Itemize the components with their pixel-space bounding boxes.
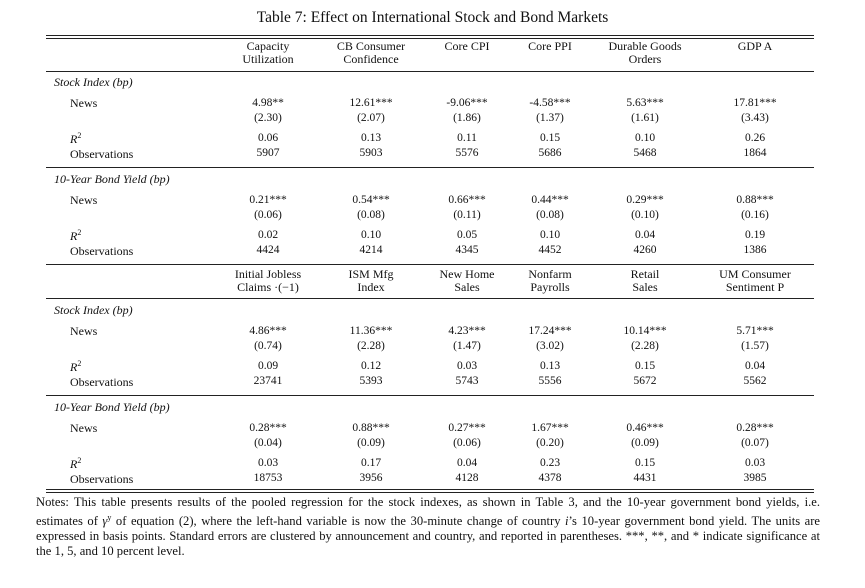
notes-text-2: of equation (2), where the left-hand variable is now the 30-minute change of country	[111, 514, 566, 529]
table-rule	[46, 167, 814, 168]
row-label-news: News	[70, 96, 98, 110]
table-cell-obs: 5686	[538, 147, 562, 159]
column-header-line1: Retail	[630, 267, 660, 281]
table-cell-obs: 5907	[256, 147, 280, 159]
table-cell-news: 1.67***	[531, 422, 569, 434]
table-cell-r2: 0.09	[257, 360, 279, 372]
table-cell-obs: 3956	[359, 472, 383, 484]
table-cell-obs: 5903	[359, 147, 383, 159]
r2-letter: R	[70, 229, 78, 243]
table-cell-obs: 4260	[633, 244, 657, 256]
row-label-news: News	[70, 193, 98, 207]
table-cell-news: 4.98**	[252, 97, 284, 109]
table-cell-r2: 0.17	[360, 457, 382, 469]
table-cell-news: 0.88***	[352, 422, 390, 434]
table-cell-r2: 0.03	[744, 457, 766, 469]
row-label-observations: Observations	[70, 375, 134, 389]
table-cell-obs: 5672	[633, 375, 657, 387]
notes-text-1: Notes: This table presents results of the pooled regression for the stock indexes, as shown in Table 3, and the 10-year government bond yields, i.e. estimates of	[36, 495, 820, 529]
table-cell-news: 0.28***	[249, 422, 287, 434]
column-header-line1: GDP A	[737, 39, 773, 53]
table-rule	[46, 492, 814, 493]
table-cell-obs: 5562	[743, 375, 767, 387]
table-rule	[46, 298, 814, 299]
row-label-observations: Observations	[70, 147, 134, 161]
table-cell-obs: 4431	[633, 472, 657, 484]
table-cell-obs: 4214	[359, 244, 383, 256]
table-cell-se: (2.07)	[357, 112, 385, 124]
table-cell-news: 4.23***	[448, 325, 486, 337]
table-cell-se: (2.28)	[631, 340, 659, 352]
r2-sup: 2	[77, 359, 82, 368]
table-cell-se: (1.57)	[741, 340, 769, 352]
table-cell-obs: 18753	[253, 472, 283, 484]
row-label-news: News	[70, 421, 98, 435]
notes-country-i: i	[565, 514, 569, 529]
table-cell-r2: 0.15	[634, 360, 656, 372]
table-cell-obs: 1386	[743, 244, 767, 256]
table-cell-obs: 4452	[538, 244, 562, 256]
column-header-line2: Payrolls	[530, 280, 570, 294]
column-header-line2: Sentiment P	[725, 280, 785, 294]
column-header-line2: Confidence	[343, 52, 399, 66]
table-cell-r2: 0.10	[539, 229, 561, 241]
table-cell-r2: 0.04	[634, 229, 656, 241]
table-cell-se: (2.30)	[254, 112, 282, 124]
column-header-line1: New Home	[439, 267, 495, 281]
column-header-line1: Core CPI	[444, 39, 490, 53]
table-cell-obs: 4424	[256, 244, 280, 256]
table-cell-r2: 0.10	[360, 229, 382, 241]
r2-sup: 2	[77, 131, 82, 140]
table-cell-news: 12.61***	[349, 97, 393, 109]
column-header-line1: UM Consumer	[719, 267, 791, 281]
table-cell-se: (0.10)	[631, 209, 659, 221]
column-header-line1: ISM Mfg	[348, 267, 394, 281]
notes-text-3: ’s 10-year government bond yield. The units are expressed in basis points. Standard errors are clustered by announcement and country, and reported in parentheses. ***, **, and * indicate significance at the 1, 5, and 10 percent level.	[36, 514, 820, 559]
r2-letter: R	[70, 457, 78, 471]
table-cell-news: 0.29***	[626, 194, 664, 206]
row-label-r2	[70, 228, 81, 244]
table-cell-r2: 0.12	[360, 360, 382, 372]
table-cell-obs: 1864	[743, 147, 767, 159]
table-cell-se: (3.02)	[536, 340, 564, 352]
table-cell-se: (0.07)	[741, 437, 769, 449]
table-cell-se: (0.08)	[357, 209, 385, 221]
table-cell-obs: 4345	[455, 244, 479, 256]
table-cell-obs: 4378	[538, 472, 562, 484]
column-header-line1: CB Consumer	[336, 39, 406, 53]
table-cell-r2: 0.23	[539, 457, 561, 469]
table-cell-news: -9.06***	[446, 97, 488, 109]
table-cell-r2: 0.15	[634, 457, 656, 469]
section-label: 10-Year Bond Yield (bp)	[54, 400, 170, 414]
table-notes	[36, 495, 820, 559]
table-cell-obs: 4128	[455, 472, 479, 484]
table-cell-se: (1.61)	[631, 112, 659, 124]
table-cell-se: (0.06)	[453, 437, 481, 449]
table-cell-r2: 0.03	[257, 457, 279, 469]
table-cell-se: (3.43)	[741, 112, 769, 124]
table-cell-se: (0.11)	[453, 209, 481, 221]
r2-sup: 2	[77, 228, 82, 237]
table-cell-se: (0.16)	[741, 209, 769, 221]
table-rule	[46, 489, 814, 490]
table-cell-r2: 0.13	[360, 132, 382, 144]
table-cell-se: (0.08)	[536, 209, 564, 221]
table-cell-r2: 0.26	[744, 132, 766, 144]
table-cell-obs: 3985	[743, 472, 767, 484]
column-header-line2: Sales	[454, 280, 480, 294]
table-cell-news: 17.81***	[733, 97, 777, 109]
column-header-line2: Claims ·(−1)	[237, 280, 299, 294]
table-cell-news: 4.86***	[249, 325, 287, 337]
column-header-line2: Orders	[628, 52, 662, 66]
table-cell-news: 10.14***	[623, 325, 667, 337]
section-label: Stock Index (bp)	[54, 303, 133, 317]
column-header-line2: Index	[357, 280, 385, 294]
table-cell-se: (0.06)	[254, 209, 282, 221]
table-cell-news: -4.58***	[529, 97, 571, 109]
table-cell-news: 17.24***	[528, 325, 572, 337]
notes-gamma: γ	[102, 514, 108, 529]
table-cell-se: (1.37)	[536, 112, 564, 124]
row-label-r2	[70, 131, 81, 147]
row-label-r2	[70, 456, 81, 472]
table-cell-obs: 5556	[538, 375, 562, 387]
table-cell-r2: 0.02	[257, 229, 279, 241]
table-cell-obs: 5576	[455, 147, 479, 159]
table-cell-r2: 0.13	[539, 360, 561, 372]
table-cell-obs: 5743	[455, 375, 479, 387]
table-cell-r2: 0.03	[456, 360, 478, 372]
table-cell-r2: 0.04	[744, 360, 766, 372]
table-cell-news: 0.21***	[249, 194, 287, 206]
table-cell-news: 0.66***	[448, 194, 486, 206]
table-cell-news: 0.44***	[531, 194, 569, 206]
table-cell-r2: 0.04	[456, 457, 478, 469]
row-label-r2	[70, 359, 81, 375]
row-label-observations: Observations	[70, 472, 134, 486]
table-cell-se: (1.47)	[453, 340, 481, 352]
table-cell-news: 0.46***	[626, 422, 664, 434]
column-header-line1: Core PPI	[528, 39, 572, 53]
r2-letter: R	[70, 132, 78, 146]
r2-letter: R	[70, 360, 78, 374]
column-header-line2: Sales	[632, 280, 658, 294]
table-cell-r2: 0.19	[744, 229, 766, 241]
table-title: Table 7: Effect on International Stock and Bond Markets	[256, 9, 609, 26]
table-cell-r2: 0.15	[539, 132, 561, 144]
notes-gamma-sup: y	[107, 513, 112, 522]
table-cell-se: (0.74)	[254, 340, 282, 352]
row-label-observations: Observations	[70, 244, 134, 258]
table-rule	[46, 71, 814, 72]
table-cell-r2: 0.11	[457, 132, 477, 144]
table-cell-r2: 0.10	[634, 132, 656, 144]
column-header-line1: Initial Jobless	[234, 267, 302, 281]
table-cell-obs: 5393	[359, 375, 383, 387]
row-label-news: News	[70, 324, 98, 338]
table-cell-news: 0.28***	[736, 422, 774, 434]
section-label: Stock Index (bp)	[54, 75, 133, 89]
table-cell-news: 5.71***	[736, 325, 774, 337]
column-header-line1: Nonfarm	[528, 267, 572, 281]
r2-sup: 2	[77, 456, 82, 465]
column-header-line1: Durable Goods	[608, 39, 682, 53]
table-cell-r2: 0.05	[456, 229, 478, 241]
table-cell-news: 0.27***	[448, 422, 486, 434]
table-cell-r2: 0.06	[257, 132, 279, 144]
table-rule	[46, 35, 814, 36]
table-cell-news: 0.88***	[736, 194, 774, 206]
table-cell-obs: 23741	[253, 375, 283, 387]
table-cell-se: (1.86)	[453, 112, 481, 124]
table-cell-news: 0.54***	[352, 194, 390, 206]
column-header-line2: Utilization	[242, 52, 294, 66]
table-rule	[46, 395, 814, 396]
table-cell-se: (2.28)	[357, 340, 385, 352]
table-cell-se: (0.20)	[536, 437, 564, 449]
table-cell-news: 5.63***	[626, 97, 664, 109]
table-cell-obs: 5468	[633, 147, 657, 159]
column-header-line1: Capacity	[246, 39, 290, 53]
table-cell-se: (0.09)	[357, 437, 385, 449]
table-cell-news: 11.36***	[349, 325, 393, 337]
table-cell-se: (0.09)	[631, 437, 659, 449]
table-cell-se: (0.04)	[254, 437, 282, 449]
section-label: 10-Year Bond Yield (bp)	[54, 172, 170, 186]
table-rule	[46, 264, 814, 265]
